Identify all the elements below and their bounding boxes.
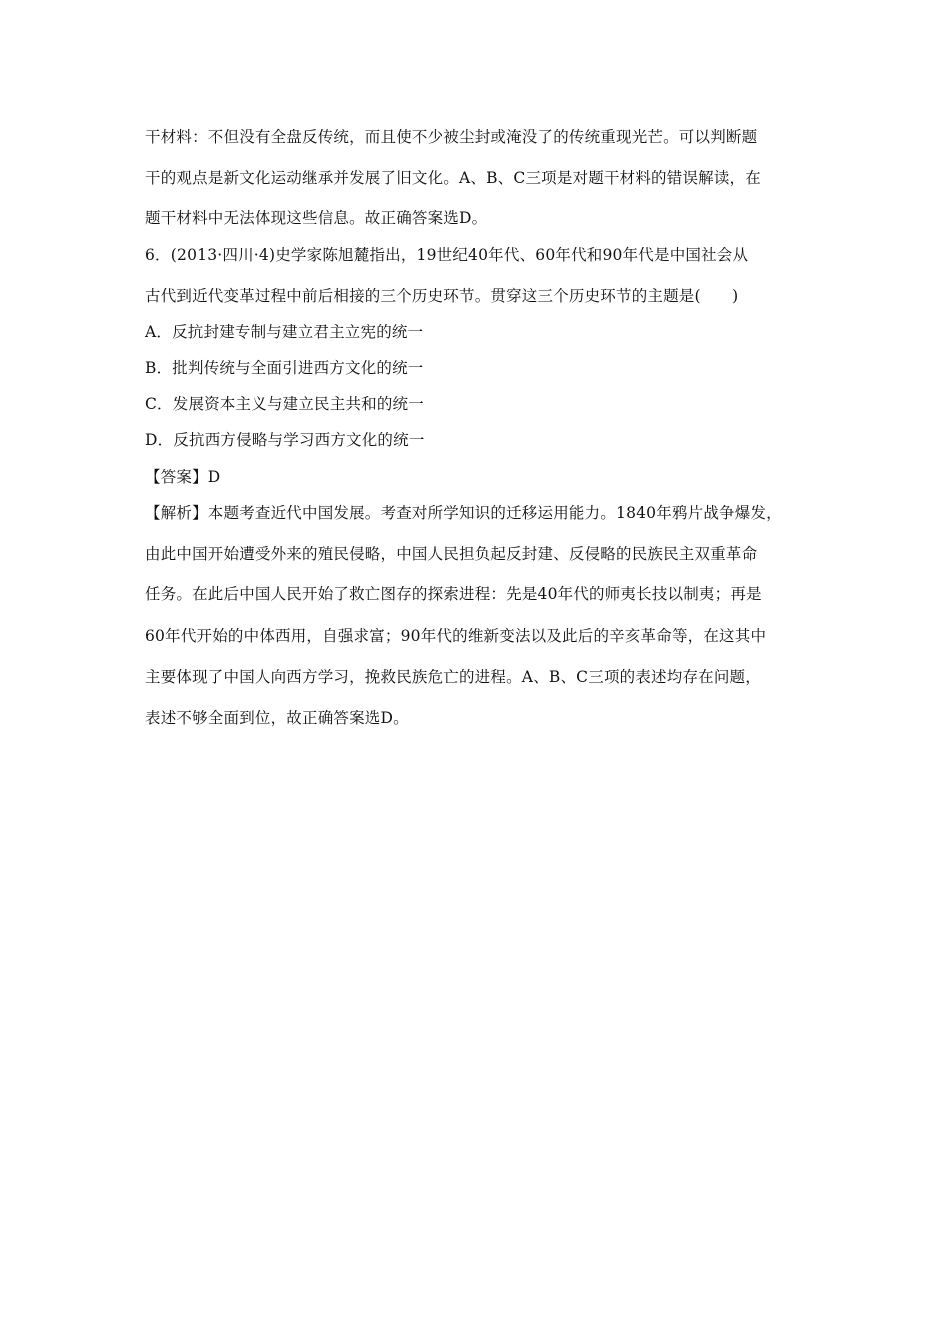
option-c: C．发展资本主义与建立民主共和的统一 — [145, 395, 424, 413]
analysis-line: 60年代开始的中体西用，自强求富；90年代的维新变法以及此后的辛亥革命等，在这其中 — [145, 627, 767, 645]
option-a: A．反抗封建专制与建立君主立宪的统一 — [145, 323, 424, 341]
analysis-line: 主要体现了中国人向西方学习，挽救民族危亡的进程。A、B、C三项的表述均存在问题， — [145, 668, 761, 686]
analysis-line: 任务。在此后中国人民开始了救亡图存的探索进程：先是40年代的师夷长技以制夷；再是 — [145, 585, 762, 603]
analysis-line: 由此中国开始遭受外来的殖民侵略，中国人民担负起反封建、反侵略的民族民主双重革命 — [145, 545, 758, 563]
analysis-line: 表述不够全面到位，故正确答案选D。 — [145, 709, 409, 727]
answer-line: 【答案】D — [145, 468, 221, 486]
option-b: B．批判传统与全面引进西方文化的统一 — [145, 359, 424, 377]
continuation-line: 干材料：不但没有全盘反传统，而且使不少被尘封或淹没了的传统重现光芒。可以判断题 — [145, 128, 758, 146]
option-d: D．反抗西方侵略与学习西方文化的统一 — [145, 431, 425, 449]
analysis-line: 【解析】本题考查近代中国发展。考查对所学知识的迁移运用能力。1840年鸦片战争爆发， — [145, 504, 782, 522]
question-stem-line: 6．(2013·四川·4)史学家陈旭麓指出，19世纪40年代、60年代和90年代是中国社会从 — [145, 246, 749, 264]
continuation-line: 题干材料中无法体现这些信息。故正确答案选D。 — [145, 209, 488, 227]
question-stem-line: 古代到近代变革过程中前后相接的三个历史环节。贯穿这三个历史环节的主题是( ) — [145, 287, 739, 305]
continuation-line: 干的观点是新文化运动继承并发展了旧文化。A、B、C三项是对题干材料的错误解读，在 — [145, 169, 761, 187]
